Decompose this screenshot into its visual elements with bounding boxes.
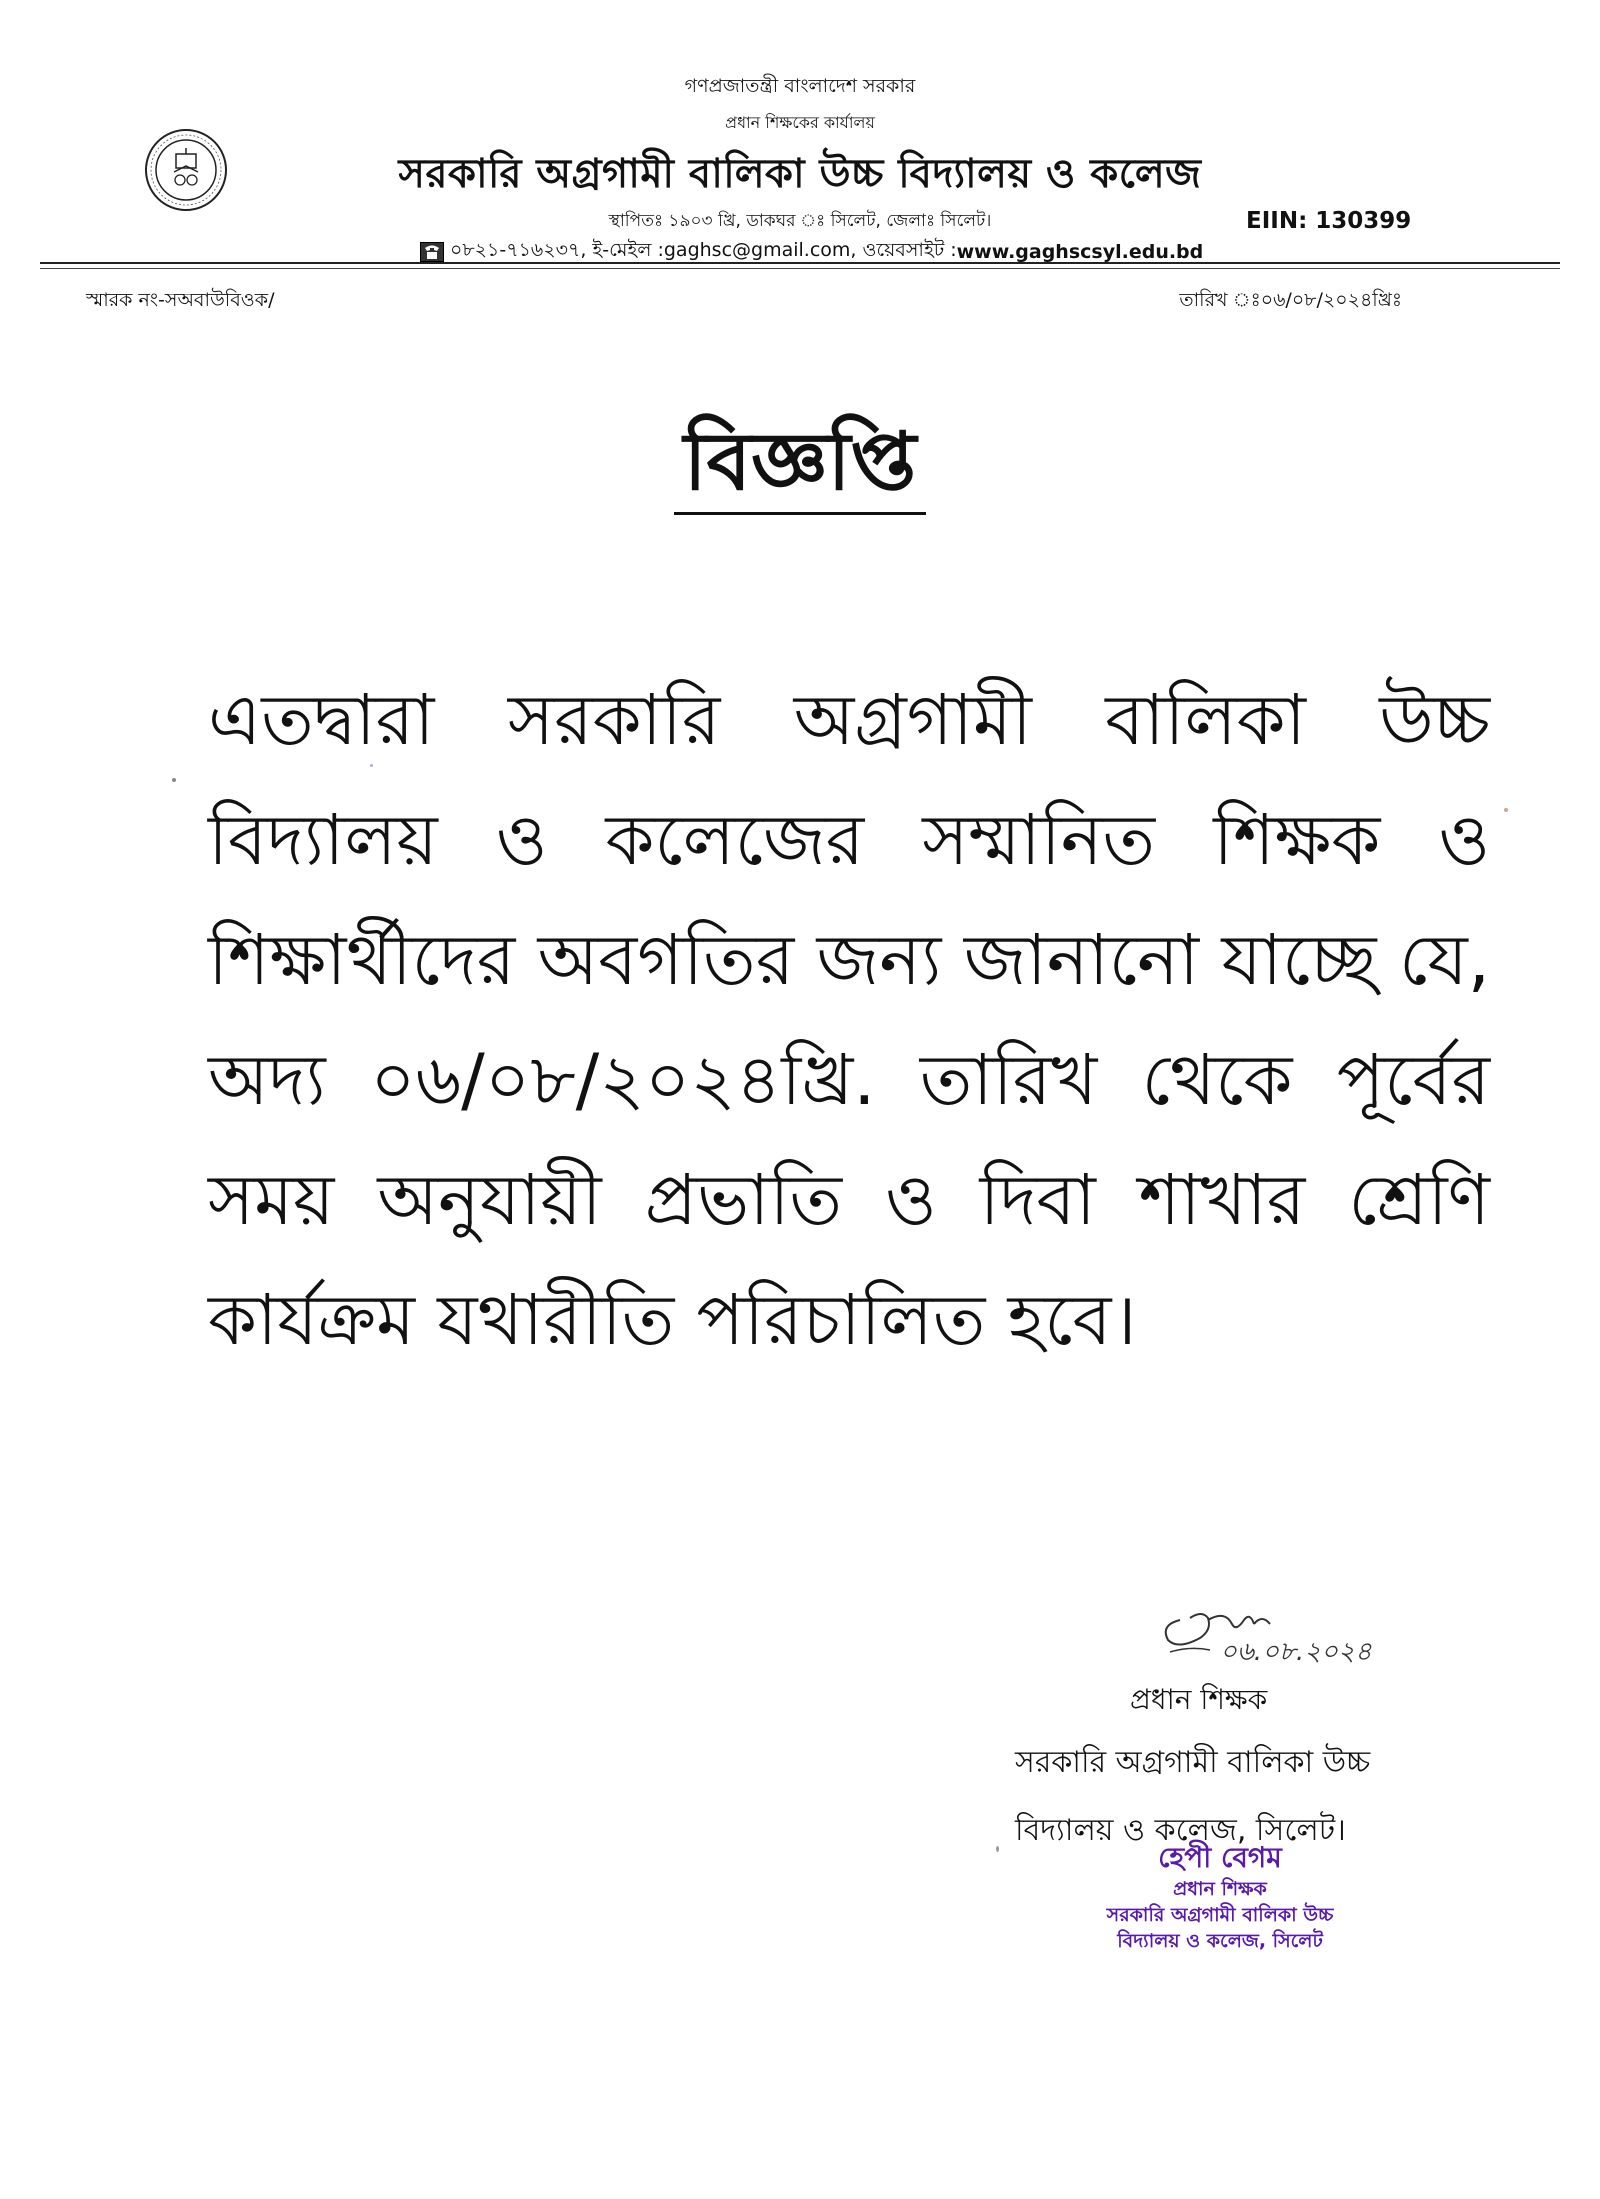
header-rule <box>40 262 1560 264</box>
website-link[interactable]: www.gaghscsyl.edu.bd <box>956 241 1204 263</box>
contact-text: ০৮২১-৭১৬২৩৭, ই-মেইল :gaghsc@gmail.com, ওয়েবসাইট : <box>450 239 957 261</box>
signatory-org-line2: বিদ্যালয় ও কলেজ, সিলেট। <box>1015 1813 1346 1848</box>
scan-speck <box>996 1846 999 1852</box>
scan-speck <box>172 778 176 782</box>
notice-date: তারিখ ঃ০৬/০৮/২০২৪খ্রিঃ <box>1179 289 1402 311</box>
handwritten-signature <box>1150 1590 1420 1680</box>
stamp-name: হেপী বেগম <box>1158 1841 1282 1874</box>
signatory-title: প্রধান শিক্ষক <box>1130 1683 1268 1716</box>
memo-number: স্মারক নং-সঅবাউবিওক/ <box>86 289 275 311</box>
school-name: সরকারি অগ্রগামী বালিকা উচ্চ বিদ্যালয় ও কলেজ <box>398 151 1202 197</box>
official-stamp <box>1020 1840 1420 1954</box>
office-line: প্রধান শিক্ষকের কার্যালয় <box>725 113 875 132</box>
scan-speck <box>1504 808 1508 812</box>
eiin-number: EIIN: 130399 <box>1246 208 1412 234</box>
handwritten-date: ০৬.০৮.২০২৪ <box>1220 1637 1372 1667</box>
notice-body: এতদ্বারা সরকারি অগ্রগামী বালিকা উচ্চ বিদ্যালয় ও কলেজের সম্মানিত শিক্ষক ও শিক্ষার্থীদের অবগতির জন্য জানানো যাচ্ছে যে, অদ্য ০৬/০৮/২০২৪খ্রি. তারিখ থেকে পূর্বের সময় অনুযায়ী প্রভাতি ও দিবা শাখার শ্রেণি কার্যক্রম যথারীতি পরিচালিত হবে। <box>208 679 1490 1361</box>
notice-title: বিজ্ঞপ্তি <box>674 420 927 515</box>
title-container <box>0 415 1600 515</box>
stamp-org-line1: সরকারি অগ্রগামী বালিকা উচ্চ <box>1106 1904 1334 1926</box>
stamp-org-line2: বিদ্যালয় ও কলেজ, সিলেট <box>1117 1930 1323 1952</box>
government-line: গণপ্রজাতন্ত্রী বাংলাদেশ সরকার <box>684 75 916 97</box>
stamp-title: প্রধান শিক্ষক <box>1173 1878 1267 1900</box>
established-line: স্থাপিতঃ ১৯০৩ খ্রি, ডাকঘর ঃ সিলেট, জেলাঃ সিলেট। <box>608 211 992 231</box>
header-rule-thin <box>40 268 1560 269</box>
scan-speck <box>370 764 373 767</box>
signatory-org-line1: সরকারি অগ্রগামী বালিকা উচ্চ <box>1015 1745 1371 1780</box>
telephone-icon <box>420 242 444 262</box>
